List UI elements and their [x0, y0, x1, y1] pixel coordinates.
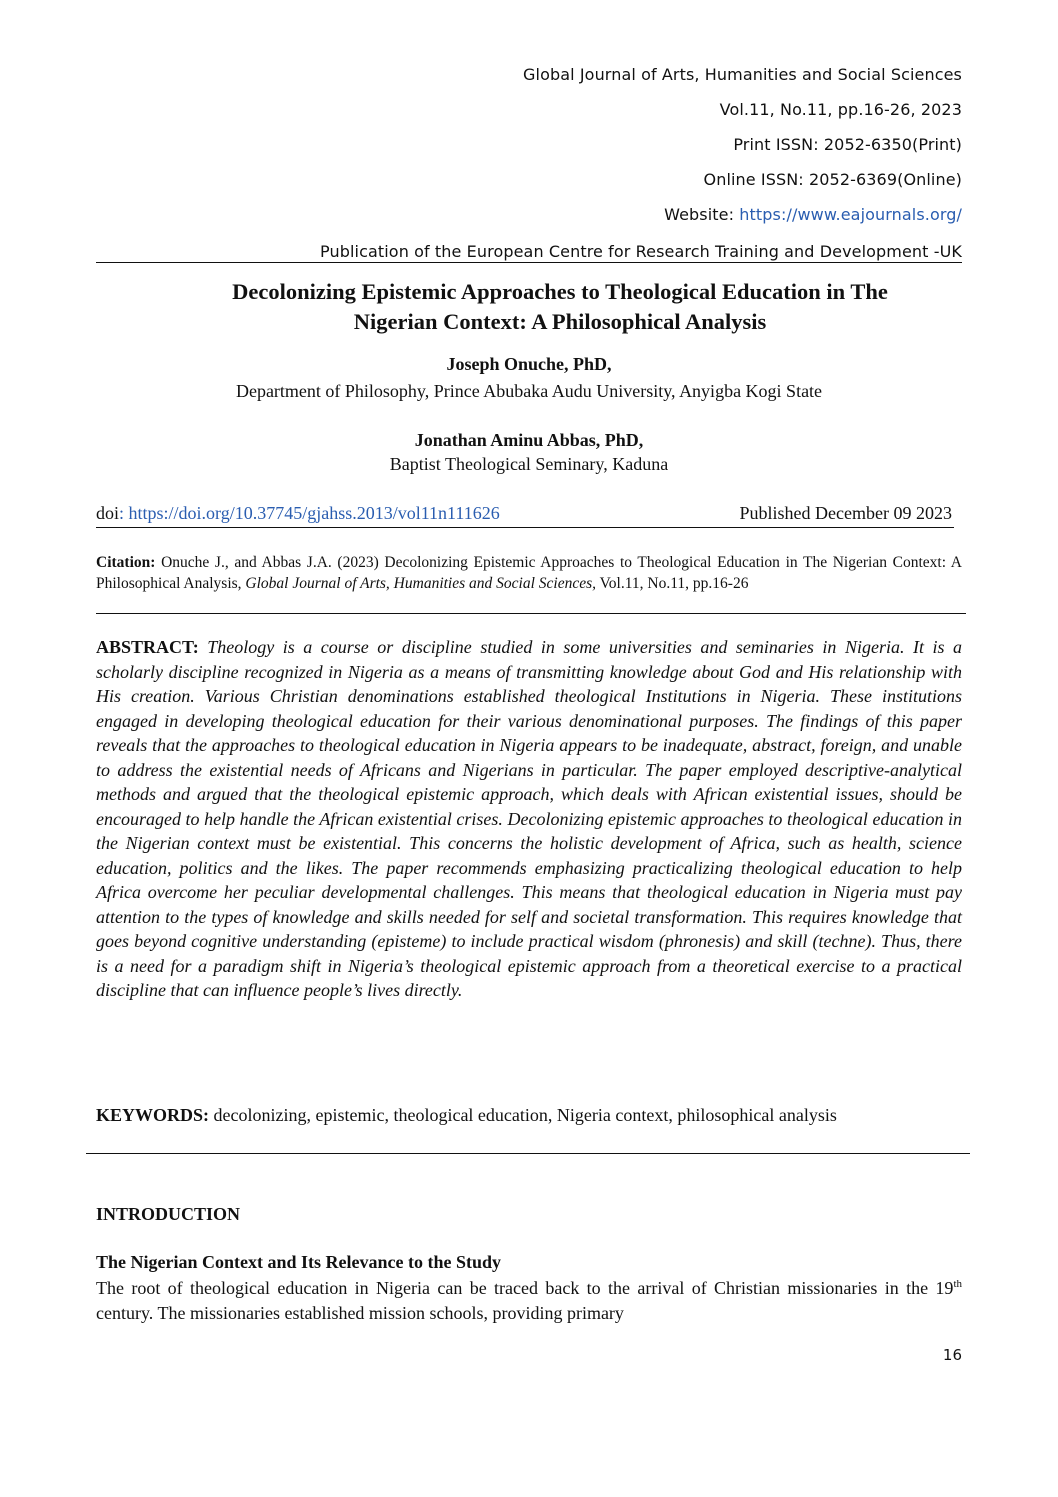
citation-volume: Vol.11, No.11, pp.16-26 [596, 575, 749, 592]
introduction-heading: INTRODUCTION [96, 1204, 241, 1224]
online-issn: Online ISSN: 2052-6369(Online) [703, 170, 962, 189]
website-label: Website: [664, 205, 740, 224]
title-line-2: Nigerian Context: A Philosophical Analysis [353, 309, 767, 334]
keywords [96, 1103, 962, 1128]
header-rule [96, 262, 962, 263]
author-2-name: Jonathan Aminu Abbas, PhD, [414, 430, 644, 450]
published-date: Published December 09 2023 [739, 503, 952, 523]
intro-text-start: The root of theological education in Nigeria can be traced back to the arrival of Christian missionaries in the 19 [96, 1278, 954, 1298]
citation-text: Onuche J., and Abbas J.A. (2023) Decolonizing Epistemic Approaches to Theological Education in The Nigerian Context: A Philosophical Analysis, [96, 554, 962, 592]
website-link[interactable]: https://www.eajournals.org/ [739, 205, 962, 224]
citation-journal: Global Journal of Arts, Humanities and Social Sciences, [245, 575, 597, 592]
title-line-1: Decolonizing Epistemic Approaches to Theological Education in The [232, 279, 888, 304]
doi-label: doi [96, 503, 120, 523]
keywords-rule [86, 1153, 970, 1154]
keywords-text: decolonizing, epistemic, theological education, Nigeria context, philosophical analysis [209, 1105, 837, 1125]
intro-superscript: th [953, 1278, 962, 1290]
author-1-affiliation: Department of Philosophy, Prince Abubaka Audu University, Anyigba Kogi State [235, 381, 823, 401]
section-subheading: The Nigerian Context and Its Relevance to the Study [96, 1252, 501, 1272]
doi-colon: : [119, 503, 129, 523]
author-2-affiliation: Baptist Theological Seminary, Kaduna [389, 454, 669, 474]
author-1-name: Joseph Onuche, PhD, [446, 354, 612, 374]
print-issn: Print ISSN: 2052-6350(Print) [733, 135, 962, 154]
citation-rule [96, 613, 966, 614]
doi-line [96, 503, 500, 524]
citation [96, 552, 962, 594]
volume-info: Vol.11, No.11, pp.16-26, 2023 [719, 100, 962, 119]
intro-text-end: century. The missionaries established mission schools, providing primary [96, 1302, 624, 1323]
publisher-line: Publication of the European Centre for Research Training and Development -UK [320, 242, 962, 261]
abstract [96, 635, 962, 1003]
keywords-label: KEYWORDS: [96, 1105, 210, 1125]
introduction-paragraph [96, 1276, 962, 1325]
citation-label: Citation: [96, 554, 156, 571]
paper-title [150, 277, 970, 337]
abstract-label: ABSTRACT: [96, 637, 199, 657]
journal-name: Global Journal of Arts, Humanities and Social Sciences [523, 65, 962, 84]
doi-rule [96, 527, 954, 528]
page-number: 16 [942, 1346, 962, 1364]
doi-link[interactable]: https://doi.org/10.37745/gjahss.2013/vol11n111626 [128, 503, 500, 523]
abstract-text: Theology is a course or discipline studied in some universities and seminaries in Nigeria. It is a scholarly discipline recognized in Nigeria as a means of transmitting knowledge about God and His relationship with His creation. Various Christian denominations established theological Institutions in Nigeria. These institutions engaged in developing theological education for their various denominational purposes. The findings of this paper reveals that the approaches to theological education in Nigeria appears to be inadequate, abstract, foreign, and unable to address the existential needs of Africans and Nigerians in particular. The paper employed descriptive-analytical methods and argued that the theological epistemic approach, which deals with African existential issues, should be encouraged to help handle the African existential crises. Decolonizing epistemic approaches to theological education in the Nigerian context must be existential. This concerns the holistic development of Africa, such as health, science education, politics and the likes. The paper recommends emphasizing practicalizing theological education to help Africa overcome her peculiar developmental challenges. This means that theological education in Nigeria must pay attention to the types of knowledge and skills needed for self and societal transformation. This requires knowledge that goes beyond cognitive understanding (episteme) to include practical wisdom (phronesis) and skill (techne). Thus, there is a need for a paradigm shift in Nigeria’s theological epistemic approach from a theoretical exercise to a practical discipline that can influence people’s lives directly. [96, 637, 963, 1000]
website-line [664, 205, 962, 224]
